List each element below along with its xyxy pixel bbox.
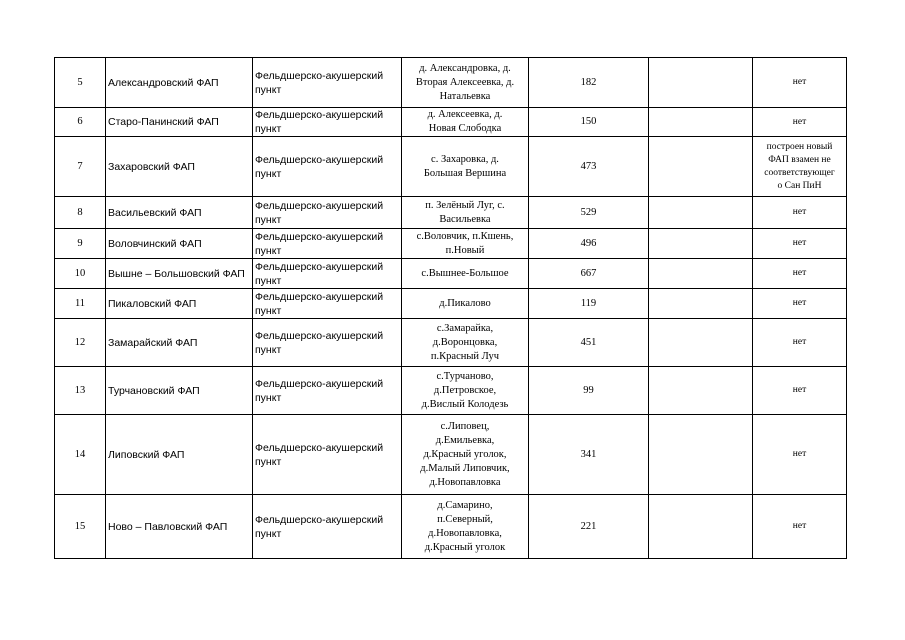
- facility-name: Замарайский ФАП: [106, 319, 253, 367]
- note-line: нет: [792, 77, 807, 87]
- served-villages: [402, 197, 529, 229]
- population: 150: [529, 108, 649, 137]
- note-line: нет: [792, 385, 807, 395]
- village-line: Вторая Алексеевка, д.: [415, 76, 515, 88]
- village-line: д.Емильевка,: [435, 434, 495, 446]
- facility-name: Пикаловский ФАП: [106, 289, 253, 319]
- note-line: о Сан ПиН: [777, 180, 822, 191]
- facility-type: Фельдшерско-акушерский пункт: [253, 197, 402, 229]
- note: [753, 108, 847, 137]
- row-number: 10: [55, 259, 106, 289]
- facility-type: Фельдшерско-акушерский пункт: [253, 289, 402, 319]
- village-line: п.Красный Луч: [430, 350, 500, 362]
- facilities-table: [54, 57, 847, 559]
- row-number: 11: [55, 289, 106, 319]
- population: 182: [529, 58, 649, 108]
- table-body: [55, 58, 847, 559]
- table-row: [55, 137, 847, 197]
- empty-cell: [649, 289, 753, 319]
- village-line: с.Вышнее-Большое: [421, 267, 509, 279]
- served-villages: [402, 259, 529, 289]
- village-line: д.Вислый Колодезь: [421, 398, 509, 410]
- facility-type: Фельдшерско-акушерский пункт: [253, 415, 402, 495]
- row-number: 7: [55, 137, 106, 197]
- note-line: соответствующег: [764, 167, 835, 178]
- facility-name: Васильевский ФАП: [106, 197, 253, 229]
- note-line: ФАП взамен не: [768, 154, 831, 165]
- row-number: 8: [55, 197, 106, 229]
- note: [753, 367, 847, 415]
- note: [753, 197, 847, 229]
- served-villages: [402, 58, 529, 108]
- note-line: нет: [792, 449, 807, 459]
- empty-cell: [649, 137, 753, 197]
- village-line: д.Новопавловка,: [428, 527, 502, 539]
- village-line: п. Зелёный Луг, с.: [425, 199, 505, 211]
- facility-name: Старо-Панинский ФАП: [106, 108, 253, 137]
- village-line: д.Новопавловка: [429, 476, 501, 488]
- row-number: 9: [55, 229, 106, 259]
- table-row: [55, 259, 847, 289]
- population: 341: [529, 415, 649, 495]
- empty-cell: [649, 229, 753, 259]
- village-line: с.Воловчик, п.Кшень,: [416, 230, 514, 242]
- population: 496: [529, 229, 649, 259]
- village-line: д. Александровка, д.: [419, 62, 511, 74]
- note-line: нет: [792, 337, 807, 347]
- population: 99: [529, 367, 649, 415]
- empty-cell: [649, 108, 753, 137]
- table-row: [55, 229, 847, 259]
- note: [753, 319, 847, 367]
- note: [753, 415, 847, 495]
- village-line: с.Липовец,: [440, 420, 490, 432]
- row-number: 14: [55, 415, 106, 495]
- row-number: 12: [55, 319, 106, 367]
- village-line: с.Замарайка,: [436, 322, 494, 334]
- facility-name: Захаровский ФАП: [106, 137, 253, 197]
- village-line: Новая Слободка: [428, 123, 502, 134]
- served-villages: [402, 229, 529, 259]
- facility-name: Александровский ФАП: [106, 58, 253, 108]
- village-line: с.Турчаново,: [436, 370, 494, 382]
- village-line: д.Красный уголок,: [423, 448, 507, 460]
- empty-cell: [649, 259, 753, 289]
- served-villages: [402, 367, 529, 415]
- village-line: д.Красный уголок: [424, 541, 506, 553]
- facility-name: Ново – Павловский ФАП: [106, 495, 253, 559]
- village-line: д.Малый Липовчик,: [420, 462, 510, 474]
- village-line: Натальевка: [439, 90, 491, 102]
- facility-type: Фельдшерско-акушерский пункт: [253, 319, 402, 367]
- population: 451: [529, 319, 649, 367]
- table-row: [55, 495, 847, 559]
- note: [753, 137, 847, 197]
- note: [753, 259, 847, 289]
- row-number: 6: [55, 108, 106, 137]
- note-line: нет: [792, 268, 807, 278]
- note-line: построен новый: [766, 141, 833, 152]
- table-row: [55, 319, 847, 367]
- table-row: [55, 289, 847, 319]
- facility-type: Фельдшерско-акушерский пункт: [253, 137, 402, 197]
- village-line: с. Захаровка, д.: [431, 153, 499, 165]
- facility-name: Турчановский ФАП: [106, 367, 253, 415]
- village-line: Васильевка: [439, 213, 491, 225]
- served-villages: [402, 319, 529, 367]
- facility-type: Фельдшерско-акушерский пункт: [253, 495, 402, 559]
- note-line: нет: [792, 207, 807, 217]
- facility-type: Фельдшерско-акушерский пункт: [253, 259, 402, 289]
- table-row: [55, 367, 847, 415]
- note: [753, 289, 847, 319]
- row-number: 5: [55, 58, 106, 108]
- empty-cell: [649, 58, 753, 108]
- note: [753, 495, 847, 559]
- empty-cell: [649, 495, 753, 559]
- facility-name: Липовский ФАП: [106, 415, 253, 495]
- facility-type: Фельдшерско-акушерский пункт: [253, 229, 402, 259]
- empty-cell: [649, 415, 753, 495]
- empty-cell: [649, 197, 753, 229]
- served-villages: [402, 108, 529, 137]
- table-row: [55, 58, 847, 108]
- served-villages: [402, 137, 529, 197]
- row-number: 13: [55, 367, 106, 415]
- note: [753, 229, 847, 259]
- population: 221: [529, 495, 649, 559]
- note-line: нет: [792, 521, 807, 531]
- facility-name: Вышне – Большовский ФАП: [106, 259, 253, 289]
- facility-name: Воловчинский ФАП: [106, 229, 253, 259]
- row-number: 15: [55, 495, 106, 559]
- table-row: [55, 197, 847, 229]
- village-line: д.Петровское,: [433, 384, 497, 396]
- served-villages: [402, 289, 529, 319]
- facility-type: Фельдшерско-акушерский пункт: [253, 108, 402, 137]
- village-line: д.Самарино,: [437, 499, 493, 511]
- served-villages: [402, 495, 529, 559]
- facility-type: Фельдшерско-акушерский пункт: [253, 58, 402, 108]
- population: 473: [529, 137, 649, 197]
- note-line: нет: [792, 116, 807, 127]
- village-line: д.Пикалово: [439, 297, 491, 309]
- population: 667: [529, 259, 649, 289]
- village-line: д. Алексеевка, д.: [427, 109, 503, 120]
- village-line: п.Новый: [445, 244, 485, 256]
- served-villages: [402, 415, 529, 495]
- village-line: Большая Вершина: [423, 167, 507, 179]
- note-line: нет: [792, 238, 807, 248]
- village-line: д.Воронцовка,: [432, 336, 498, 348]
- note: [753, 58, 847, 108]
- note-line: нет: [792, 298, 807, 308]
- population: 119: [529, 289, 649, 319]
- facility-type: Фельдшерско-акушерский пункт: [253, 367, 402, 415]
- table-row: [55, 108, 847, 137]
- empty-cell: [649, 319, 753, 367]
- table-row: [55, 415, 847, 495]
- village-line: п.Северный,: [437, 513, 493, 525]
- population: 529: [529, 197, 649, 229]
- empty-cell: [649, 367, 753, 415]
